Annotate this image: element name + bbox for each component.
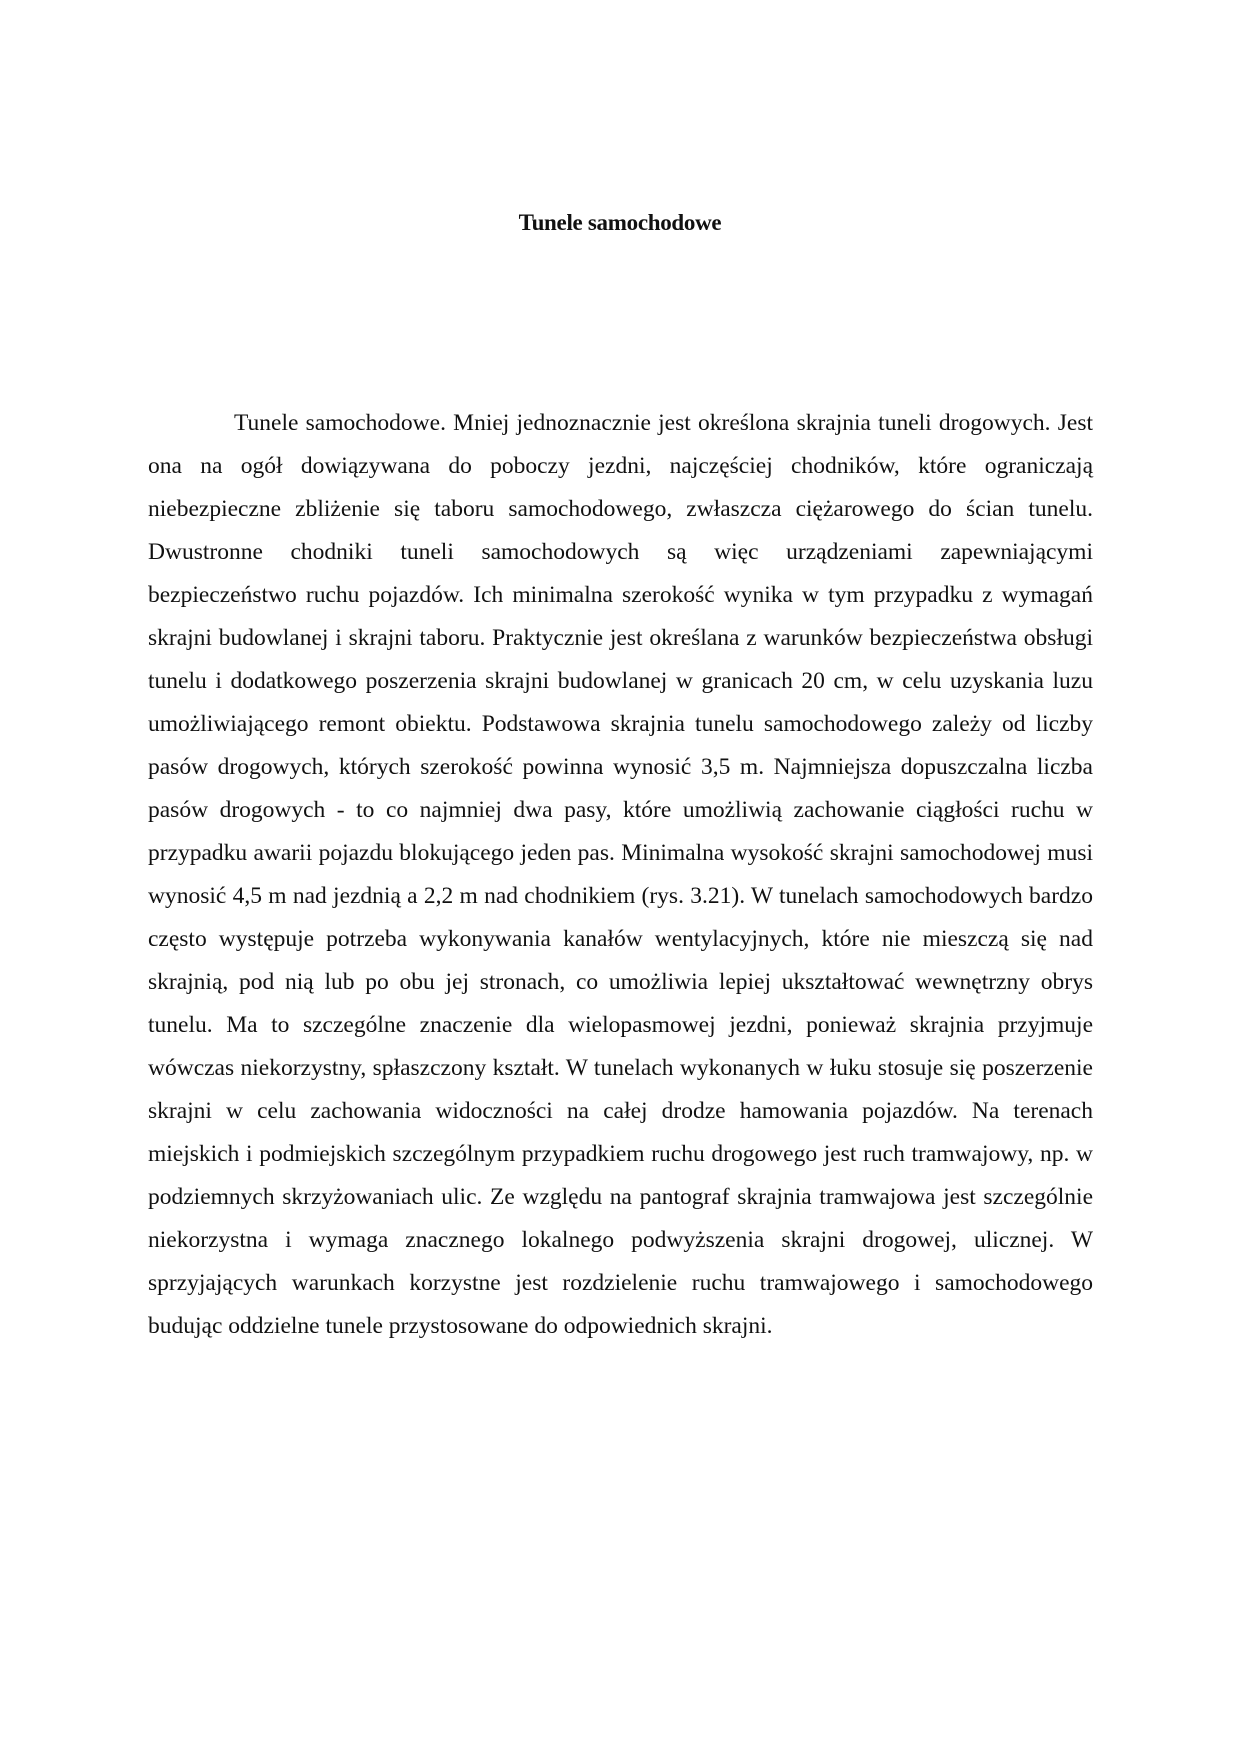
body-paragraph: Tunele samochodowe. Mniej jednoznacznie jest określona skrajnia tuneli drogowych. Jest ona na ogół dowiązywana do poboczy jezdni, najczęściej chodników, które ograniczają niebezpieczne zbliżenie się taboru samochodowego, zwłaszcza ciężarowego do ścian tunelu. Dwustronne chodniki tuneli samochodowych są więc urządzeniami zapewniającymi bezpieczeństwo ruchu pojazdów. Ich minimalna szerokość wynika w tym przypadku z wymagań skrajni budowlanej i skrajni taboru. Praktycznie jest określana z warunków bezpieczeństwa obsługi tunelu i dodatkowego poszerzenia skrajni budowlanej w granicach 20 cm, w celu uzyskania luzu umożliwiającego remont obiektu. Podstawowa skrajnia tunelu samochodowego zależy od liczby pasów drogowych, których szerokość powinna wynosić 3,5 m. Najmniejsza dopuszczalna liczba pasów drogowych - to co najmniej dwa pasy, które umożliwią zachowanie ciągłości ruchu w przypadku awarii pojazdu blokującego jeden pas. Minimalna wysokość skrajni samochodowej musi wynosić 4,5 m nad jezdnią a 2,2 m nad chodnikiem (rys. 3.21). W tunelach samochodowych bardzo często występuje potrzeba wykonywania kanałów wentylacyjnych, które nie mieszczą się nad skrajnią, pod nią lub po obu jej stronach, co umożliwia lepiej ukształtować wewnętrzny obrys tunelu. Ma to szczególne znaczenie dla wielopasmowej jezdni, ponieważ skrajnia przyjmuje wówczas niekorzystny, spłaszczony kształt. W tunelach wykonanych w łuku stosuje się poszerzenie skrajni w celu zachowania widoczności na całej drodze hamowania pojazdów. Na terenach miejskich i podmiejskich szczególnym przypadkiem ruchu drogowego jest ruch tramwajowy, np. w podziemnych skrzyżowaniach ulic. Ze względu na pantograf skrajnia tramwajowa jest szczególnie niekorzystna i wymaga znacznego lokalnego podwyższenia skrajni drogowej, ulicznej. W sprzyjających warunkach korzystne jest rozdzielenie ruchu tramwajowego i samochodowego budując oddzielne tunele przystosowane do odpowiednich skrajni.: [148, 410, 1093, 1339]
document-title: Tunele samochodowe: [518, 210, 722, 235]
